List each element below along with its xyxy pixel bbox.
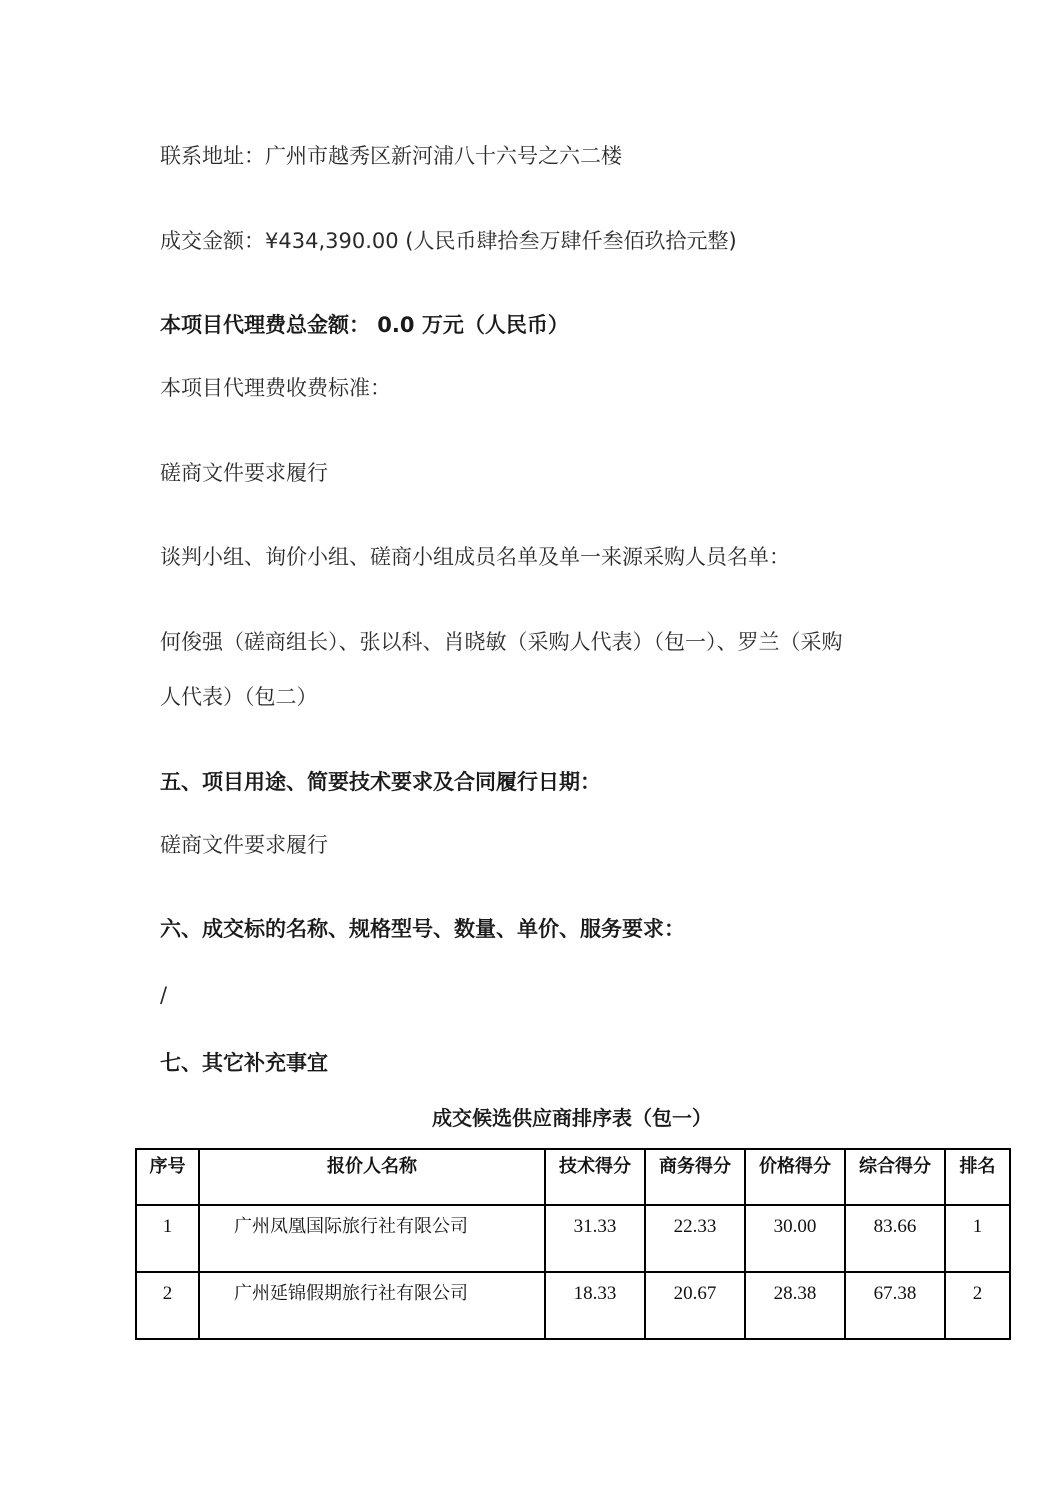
header-price-score: 价格得分 <box>745 1149 845 1205</box>
header-business-score: 商务得分 <box>645 1149 745 1205</box>
header-index: 序号 <box>136 1149 199 1205</box>
cell-business-score: 20.67 <box>645 1272 745 1339</box>
table-title: 成交候选供应商排序表（包一） <box>432 1106 712 1130</box>
consult-doc-requirement-2: 磋商文件要求履行 <box>160 833 328 857</box>
header-total-score: 综合得分 <box>845 1149 945 1205</box>
table-header-row <box>136 1149 1010 1205</box>
cell-rank: 1 <box>945 1205 1010 1272</box>
cell-tech-score: 31.33 <box>545 1205 645 1272</box>
section-7-heading: 七、其它补充事宜 <box>160 1051 328 1075</box>
cell-business-score: 22.33 <box>645 1205 745 1272</box>
section-6-heading: 六、成交标的名称、规格型号、数量、单价、服务要求： <box>160 917 685 941</box>
consult-doc-requirement: 磋商文件要求履行 <box>160 461 328 485</box>
cell-index: 1 <box>136 1205 199 1272</box>
section-6-value: / <box>160 983 168 1007</box>
panel-members-line-2: 人代表）（包二） <box>160 685 318 709</box>
header-tech-score: 技术得分 <box>545 1149 645 1205</box>
header-bidder-name: 报价人名称 <box>199 1149 545 1205</box>
cell-total-score: 67.38 <box>845 1272 945 1339</box>
cell-price-score: 30.00 <box>745 1205 845 1272</box>
candidate-ranking-table <box>135 1148 1011 1340</box>
cell-bidder-name: 广州延锦假期旅行社有限公司 <box>199 1272 545 1339</box>
cell-total-score: 83.66 <box>845 1205 945 1272</box>
section-5-heading: 五、项目用途、简要技术要求及合同履行日期： <box>160 770 601 794</box>
cell-tech-score: 18.33 <box>545 1272 645 1339</box>
panel-members-line-1: 何俊强（磋商组长）、张以科、肖晓敏（采购人代表）（包一）、罗兰（采购 <box>160 630 843 654</box>
cell-bidder-name: 广州凤凰国际旅行社有限公司 <box>199 1205 545 1272</box>
deal-amount: 成交金额：¥434,390.00 (人民币肆拾叁万肆仟叁佰玖拾元整) <box>160 229 737 253</box>
agency-fee-standard: 本项目代理费收费标准： <box>160 376 391 400</box>
cell-rank: 2 <box>945 1272 1010 1339</box>
agency-fee-total: 本项目代理费总金额： 0.0 万元（人民币） <box>160 313 569 337</box>
table-row <box>136 1272 1010 1339</box>
header-rank: 排名 <box>945 1149 1010 1205</box>
cell-price-score: 28.38 <box>745 1272 845 1339</box>
contact-address: 联系地址：广州市越秀区新河浦八十六号之六二楼 <box>160 144 622 168</box>
table-row <box>136 1205 1010 1272</box>
panel-list-title: 谈判小组、询价小组、磋商小组成员名单及单一来源采购人员名单： <box>160 545 790 569</box>
cell-index: 2 <box>136 1272 199 1339</box>
